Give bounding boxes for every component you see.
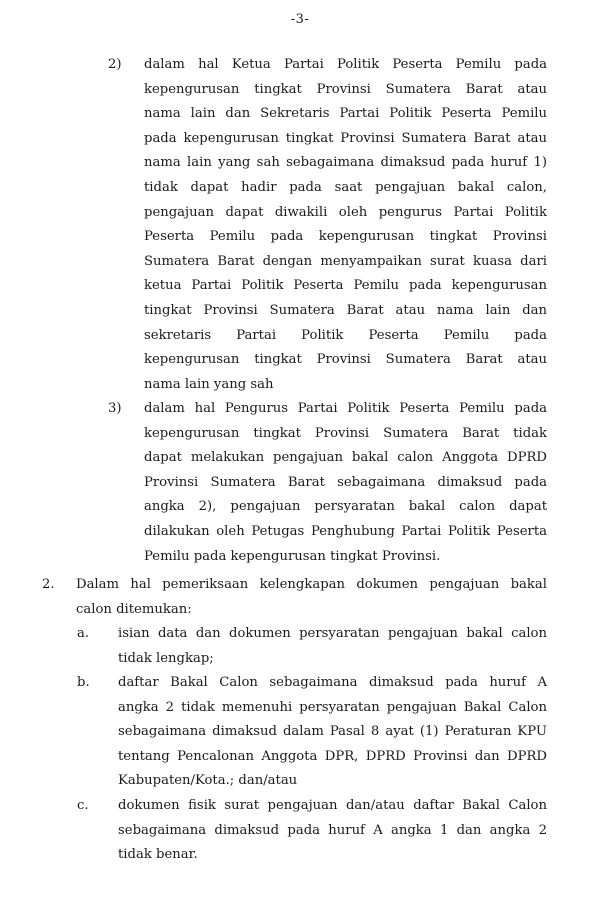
section-marker-2: 2. (42, 577, 55, 592)
text-line: Kabupaten/Kota.; dan/atau (118, 773, 298, 789)
text-line: dalam hal Ketua Partai Politik Peserta Pemilu pada (144, 57, 547, 72)
text-line: pada kepengurusan tingkat Provinsi Sumatera Barat atau (144, 130, 547, 146)
subitem-c (118, 794, 547, 868)
text-line: angka 2), pengajuan persyaratan bakal calon dapat (144, 499, 547, 515)
list-item-2 (144, 53, 547, 397)
text-line: nama lain yang sah (144, 376, 274, 392)
text-line: sebagaimana dimaksud pada huruf A angka 1 dan angka 2 (118, 822, 547, 838)
page-number: -3- (290, 12, 310, 27)
text-line: dalam hal Pengurus Partai Politik Peserta Pemilu pada (144, 401, 547, 416)
text-line: daftar Bakal Calon sebagaimana dimaksud pada huruf A (118, 675, 547, 690)
list-marker-3: 3) (108, 401, 122, 416)
text-line: Sumatera Barat dengan menyampaikan surat kuasa dari (144, 253, 547, 269)
section-2-intro (76, 573, 547, 622)
text-line: Dalam hal pemeriksaan kelengkapan dokumen pengajuan bakal (76, 577, 547, 592)
text-line: calon ditemukan: (76, 601, 192, 617)
text-line: Pemilu pada kepengurusan tingkat Provinsi. (144, 548, 441, 564)
text-line: pengajuan dapat diwakili oleh pengurus Partai Politik (144, 204, 547, 220)
text-line: nama lain yang sah sebagaimana dimaksud pada huruf 1) (144, 155, 547, 171)
text-line: Peserta Pemilu pada kepengurusan tingkat Provinsi (144, 229, 547, 245)
text-line: isian data dan dokumen persyaratan pengajuan bakal calon (118, 626, 547, 641)
text-line: sekretaris Partai Politik Peserta Pemilu pada (144, 327, 547, 343)
subitem-marker-a: a. (77, 626, 90, 641)
text-line: sebagaimana dimaksud dalam Pasal 8 ayat (1) Peraturan KPU (118, 724, 547, 740)
list-item-3 (144, 397, 547, 569)
text-line: Provinsi Sumatera Barat sebagaimana dimaksud pada (144, 474, 547, 490)
text-line: tentang Pencalonan Anggota DPR, DPRD Provinsi dan DPRD (118, 748, 547, 764)
list-marker-2: 2) (108, 57, 122, 72)
text-line: tidak benar. (118, 847, 198, 863)
subitem-marker-b: b. (77, 675, 90, 690)
text-line: tingkat Provinsi Sumatera Barat atau nama lain dan (144, 302, 547, 318)
subitem-b (118, 671, 547, 794)
text-line: dilakukan oleh Petugas Penghubung Partai Politik Peserta (144, 523, 547, 539)
text-line: kepengurusan tingkat Provinsi Sumatera Barat atau (144, 352, 547, 368)
text-line: kepengurusan tingkat Provinsi Sumatera Barat tidak (144, 425, 547, 441)
subitem-a (118, 622, 547, 671)
text-line: dokumen fisik surat pengajuan dan/atau daftar Bakal Calon (118, 798, 547, 813)
text-line: dapat melakukan pengajuan bakal calon Anggota DPRD (144, 450, 547, 466)
text-line: kepengurusan tingkat Provinsi Sumatera Barat atau (144, 81, 547, 97)
text-line: tidak dapat hadir pada saat pengajuan bakal calon, (144, 179, 547, 195)
text-line: angka 2 tidak memenuhi persyaratan pengajuan Bakal Calon (118, 699, 547, 715)
text-line: ketua Partai Politik Peserta Pemilu pada kepengurusan (144, 278, 547, 294)
text-line: nama lain dan Sekretaris Partai Politik Peserta Pemilu (144, 106, 547, 122)
subitem-marker-c: c. (77, 798, 89, 813)
text-line: tidak lengkap; (118, 650, 214, 666)
